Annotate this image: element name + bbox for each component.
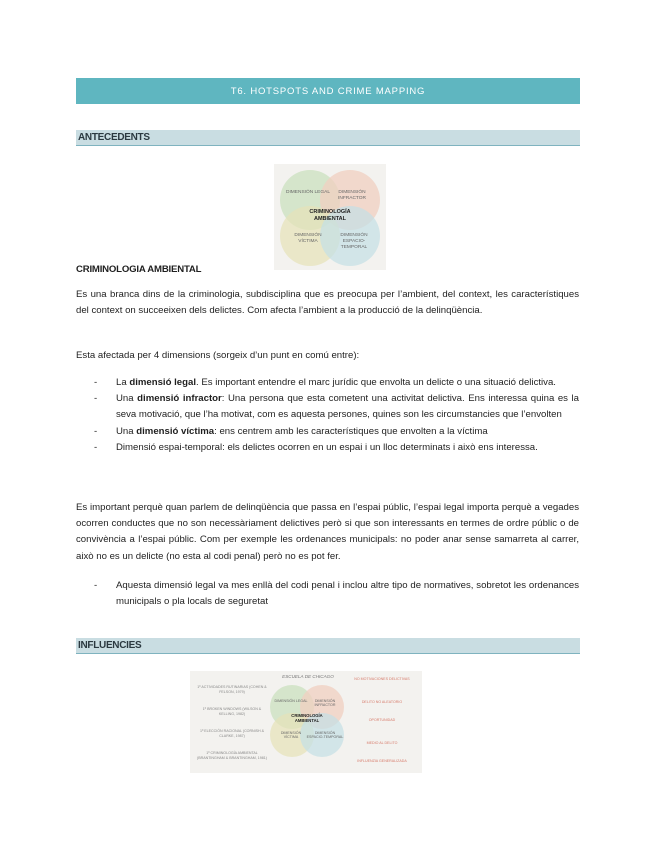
influences-diagram — [190, 671, 422, 773]
list-item: - Una dimensió infractor: Una persona que esta cometent una activitat delictiva. Ens interessa quina es la seva motivació, que l’ha motivat, com es aquesta persones, quines son les circumstancies que l’envolten — [76, 391, 579, 423]
influence-right-5: INFLUENZIA GENERALIZADA — [357, 759, 407, 763]
influence-left-3: 1º ELECCIÓN RACIONAL (CORNISH & CLARKE, 1987) — [199, 729, 265, 738]
label-legal: DIMENSIÓN LEGAL — [286, 190, 330, 195]
section-heading-influencies: INFLUENCIES — [76, 638, 580, 654]
paragraph-2: Es important perquè quan parlem de delinqüència que passa en l’espai públic, l’espai legal importa perquè a vegades ocorren conductes que no son necessàriament delictives però si que son interessants en termes de ordre públic o de convivència a l’espai públic. Com per exemple les ordenances municipals: no poder anar sense samarreta al carrer, això no es un delicte (no esta al codi penal) però no es pot fer. — [76, 502, 579, 562]
label-victima: DIMENSIÓN VÍCTIMA — [294, 233, 322, 244]
influence-right-2: DELITO NO ALEATORIO — [361, 700, 403, 704]
list-item: - La dimensió legal. Es important entendre el marc jurídic que envolta un delicte o una situació delictiva. — [76, 375, 579, 391]
label-escuela-chicago: ESCUELA DE CHICAGO — [282, 674, 334, 679]
section-heading-antecedents: ANTECEDENTS — [76, 130, 580, 146]
page-title: T6. HOTSPOTS AND CRIME MAPPING — [76, 78, 580, 104]
label-infractor-2: DIMENSIÓN INFRACTOR — [314, 699, 336, 708]
list-item: - Una dimensió víctima: ens centrem amb les característiques que envolten a la víctima — [76, 424, 579, 440]
list-item: - Aquesta dimensió legal va mes enllà del codi penal i inclou altre tipo de normatives, sobretot les ordenances municipals o pla locals de seguretat — [76, 578, 579, 610]
dimensions-list — [76, 375, 579, 456]
label-espacio-2: DIMENSIÓN ESPACIO-TEMPORAL — [306, 731, 344, 740]
influence-right-1: NO MOTIVACIONES DELICTIVAS — [354, 677, 410, 681]
influence-left-2: 1º BROKEN WINDOWS (WILSON & KELLING, 1982) — [202, 707, 262, 716]
subheading-criminologia-ambiental: CRIMINOLOGIA AMBIENTAL — [76, 264, 202, 275]
intro-paragraph: Es una branca dins de la criminologia, subdisciplina que es preocupa per l’ambient, del context, les característiques del context on succeeixen dels delictes. Com afecta l’ambient a la producció de la delinqüència. — [76, 289, 579, 317]
final-list — [76, 578, 579, 610]
label-victima-2: DIMENSIÓN VÍCTIMA — [280, 731, 302, 740]
label-center-2: CRIMINOLOGÍA AMBIENTAL — [291, 713, 323, 723]
label-infractor: DIMENSIÓN INFRACTOR — [338, 190, 366, 201]
influence-left-4: 1º CRIMINOLOGÍA AMBIENTAL (BRANTINGHAM & BRANTINGHAM, 1981) — [197, 751, 267, 760]
label-center: CRIMINOLOGÍA AMBIENTAL — [309, 209, 351, 222]
environmental-criminology-venn-diagram — [274, 164, 386, 270]
label-legal-2: DIMENSIÓN LEGAL — [274, 699, 308, 703]
influence-left-1: 1º ACTIVIDADES RUTINARIAS (COHEN & FELSON, 1979) — [197, 685, 267, 694]
influence-right-4: MEDIO AL DELITO — [366, 741, 398, 745]
dimensions-intro: Esta afectada per 4 dimensions (sorgeix d’un punt en comú entre): — [76, 350, 360, 361]
list-item: - Dimensió espai-temporal: els delictes ocorren en un espai i un lloc determinats i això ens interessa. — [76, 440, 579, 456]
influence-right-3: OPORTUNIDAD — [368, 718, 396, 722]
label-espacio: DIMENSIÓN ESPACIO-TEMPORAL — [340, 233, 368, 250]
